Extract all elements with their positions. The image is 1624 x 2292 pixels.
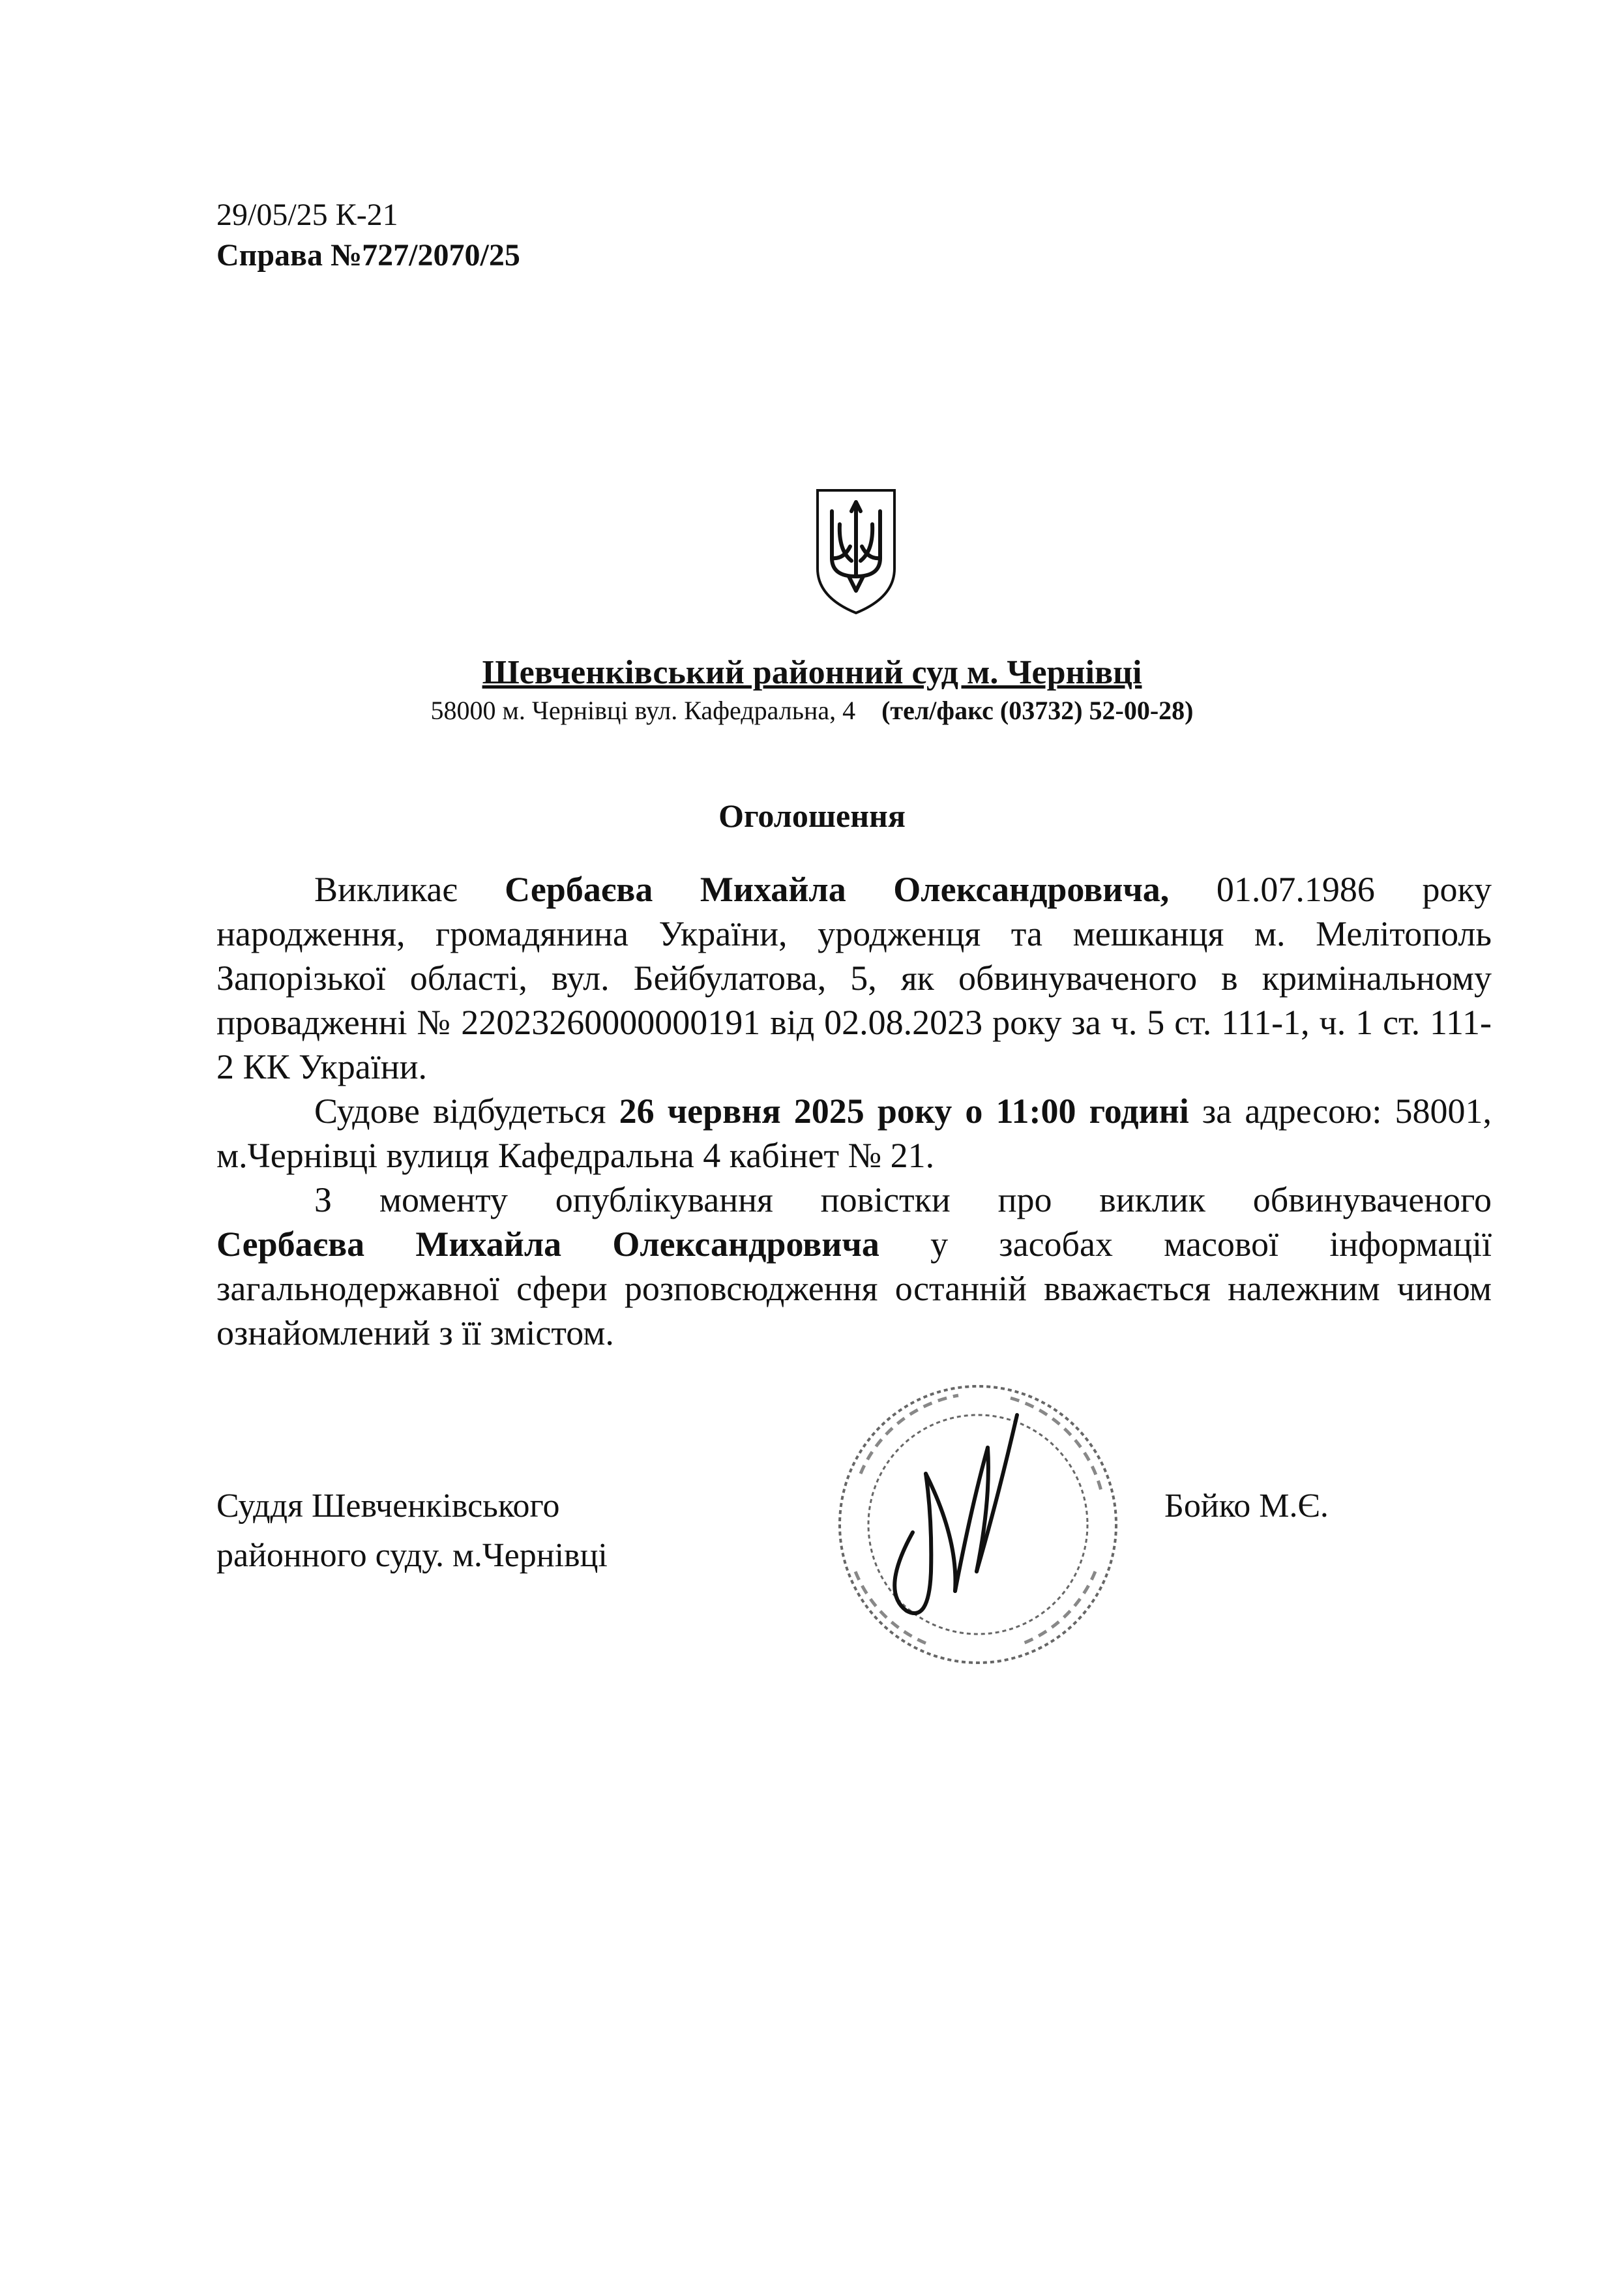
hearing-address: за адресою: 58001, м.Чернівці вулиця Кафедральна 4 кабінет № 21. — [216, 1092, 1492, 1175]
summons-lead: Викликає — [314, 870, 458, 909]
court-address — [0, 695, 1624, 726]
paragraph-publication — [216, 1178, 1492, 1355]
date-reference: 29/05/25 К-21 — [216, 198, 398, 232]
judge-title-line1: Суддя Шевченківського — [216, 1487, 560, 1525]
paragraph-hearing — [216, 1089, 1492, 1178]
court-phone: (тел/факс (03732) 52-00-28) — [881, 696, 1194, 725]
publication-rest: у засобах масової інформації загальнодержавної сфери розповсюдження останній вважається належним чином ознайомлений з її змістом. — [216, 1225, 1492, 1352]
court-seal-stamp-icon — [815, 1376, 1141, 1676]
court-name: Шевченківський районний суд м. Чернівці — [482, 654, 1142, 691]
accused-name-repeat: Сербаєва Михайла Олександровича — [216, 1225, 879, 1264]
judge-title — [216, 1481, 608, 1581]
paragraph-summons — [216, 867, 1492, 1089]
notice-body — [216, 867, 1492, 1355]
publication-lead: З моменту опублікування повістки про виклик обвинуваченого — [314, 1180, 1492, 1219]
court-street-address: 58000 м. Чернівці вул. Кафедральна, 4 — [430, 696, 856, 725]
judge-title-line2: районного суду. м.Чернівці — [216, 1537, 608, 1574]
notice-title: Оголошення — [718, 797, 906, 834]
hearing-datetime: 26 червня 2025 року о 11:00 годині — [619, 1092, 1189, 1131]
trident-coat-of-arms-icon — [814, 486, 898, 617]
judge-name: Бойко М.Є. — [1164, 1487, 1329, 1525]
handwritten-signature-icon — [894, 1415, 1017, 1613]
accused-name: Сербаєва Михайла Олександровича, — [505, 870, 1170, 909]
hearing-lead: Судове відбудеться — [314, 1092, 606, 1131]
case-number: Справа №727/2070/25 — [216, 238, 520, 273]
accused-details: 01.07.1986 року народження, громадянина України, уродженця та мешканця м. Мелітополь Запорізької області, вул. Бейбулатова, 5, як обвинуваченого в кримінальному провадженні № 22023260000000191 від 02.08.2023 року за ч. 5 ст. 111-1, ч. 1 ст. 111-2 КК України. — [216, 870, 1492, 1086]
